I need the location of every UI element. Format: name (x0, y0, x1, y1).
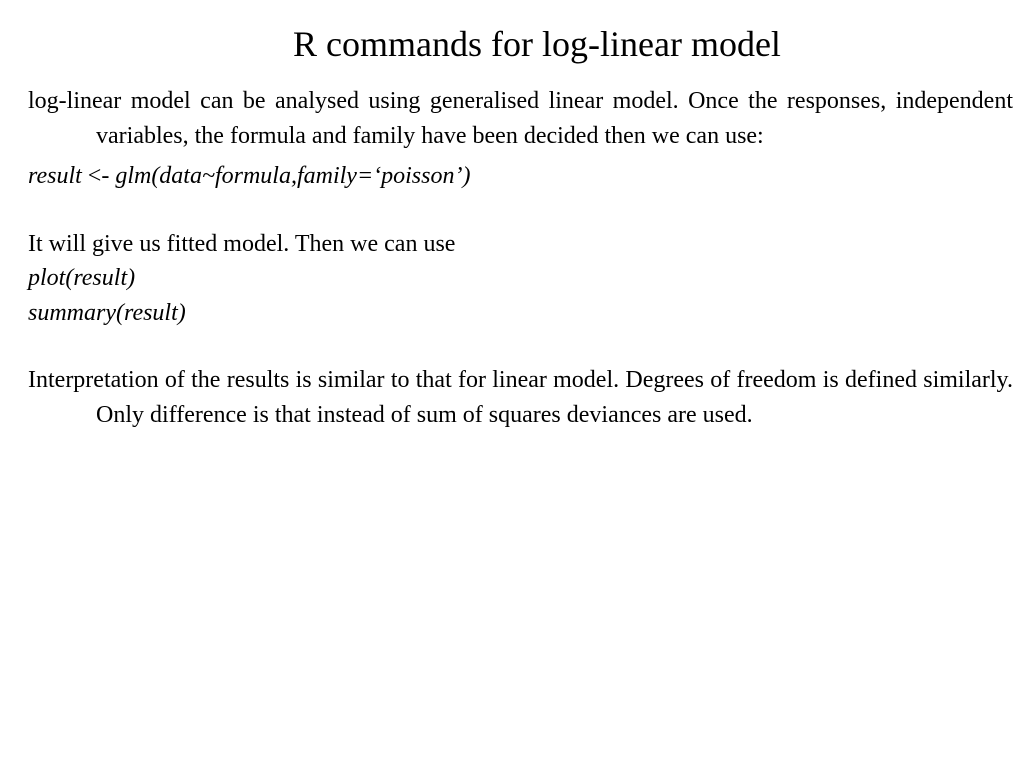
slide-body (28, 84, 1013, 432)
spacer (28, 194, 1013, 227)
plot-command: plot(result) (28, 265, 136, 291)
interpretation-paragraph: Interpretation of the results is similar to that for linear model. Degrees of freedom is defined similarly. Only difference is that instead of sum of squares deviances are used. (28, 367, 1013, 428)
slide-title: R commands for log-linear model (293, 24, 781, 64)
glm-command-line (28, 159, 1013, 194)
fitted-model-text: It will give us fitted model. Then we can use (28, 230, 456, 257)
glm-command-result: result (28, 163, 82, 189)
spacer (28, 330, 1013, 363)
summary-command: summary(result) (28, 299, 186, 326)
intro-paragraph: log-linear model can be analysed using generalised linear model. Once the responses, independent variables, the formula and family have been decided then we can use: (28, 88, 1013, 149)
glm-command-call: glm(data~formula,family=‘poisson’) (115, 163, 471, 189)
glm-command-operator: <- (81, 163, 116, 189)
